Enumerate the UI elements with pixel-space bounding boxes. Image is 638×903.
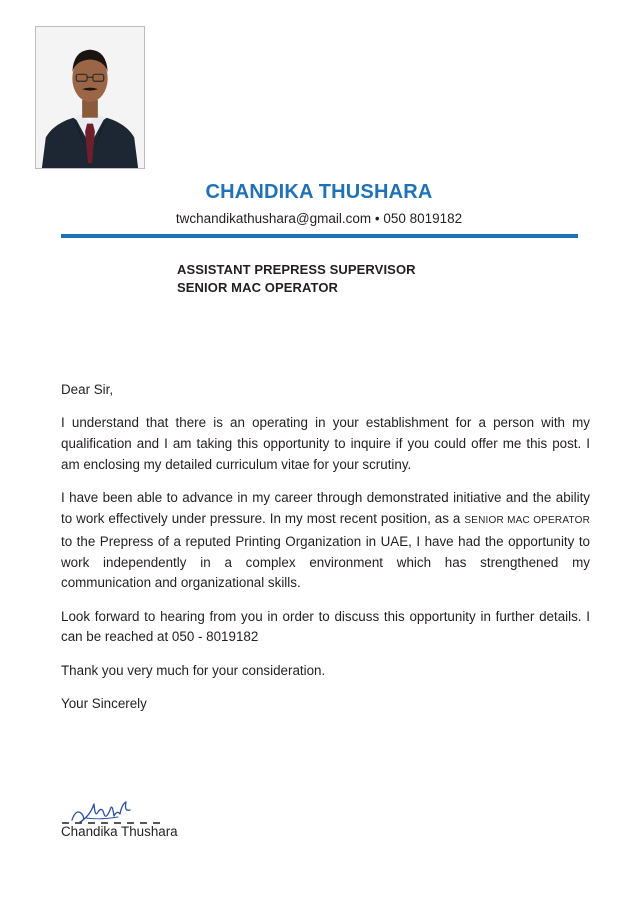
salutation: Dear Sir,: [61, 382, 114, 397]
paragraph-contact: Look forward to hearing from you in order to discuss this opportunity in further details. I can be reached at 050 - 8019182: [61, 608, 590, 645]
role-small-caps: SENIOR MAC OPERATOR: [464, 514, 590, 526]
paragraph-experience-end: to the Prepress of a reputed Printing Organization in UAE, I have had the opportunity to work independently in a complex environment which has strengthened my communication and organizational skills.: [61, 533, 590, 591]
job-title-primary: ASSISTANT PREPRESS SUPERVISOR: [177, 262, 416, 277]
letter-body: [61, 380, 590, 727]
contact-line: twchandikathushara@gmail.com • 050 8019182: [175, 211, 463, 226]
closing-line: Your Sincerely: [61, 696, 147, 712]
applicant-name: CHANDIKA THUSHARA: [205, 181, 433, 203]
thank-you-line: Thank you very much for your consideration.: [61, 662, 326, 678]
signatory-name: Chandika Thushara: [61, 824, 178, 839]
portrait-image: [36, 27, 144, 168]
paragraph-intro: I understand that there is an operating in your establishment for a person with my qualification and I am taking this opportunity to inquire if you could offer me this post. I am enclosing my detailed curriculum vitae for your scrutiny.: [61, 415, 590, 472]
paragraph-experience-start: I have been able to advance in my career through demonstrated initiative and the ability to work effectively under pressure. In my most recent position, as a: [61, 490, 590, 526]
job-title-secondary: SENIOR MAC OPERATOR: [177, 280, 339, 295]
profile-photo: [35, 26, 145, 169]
job-titles: [177, 261, 416, 297]
header-divider: [61, 234, 578, 238]
paragraph-experience: [61, 488, 590, 594]
